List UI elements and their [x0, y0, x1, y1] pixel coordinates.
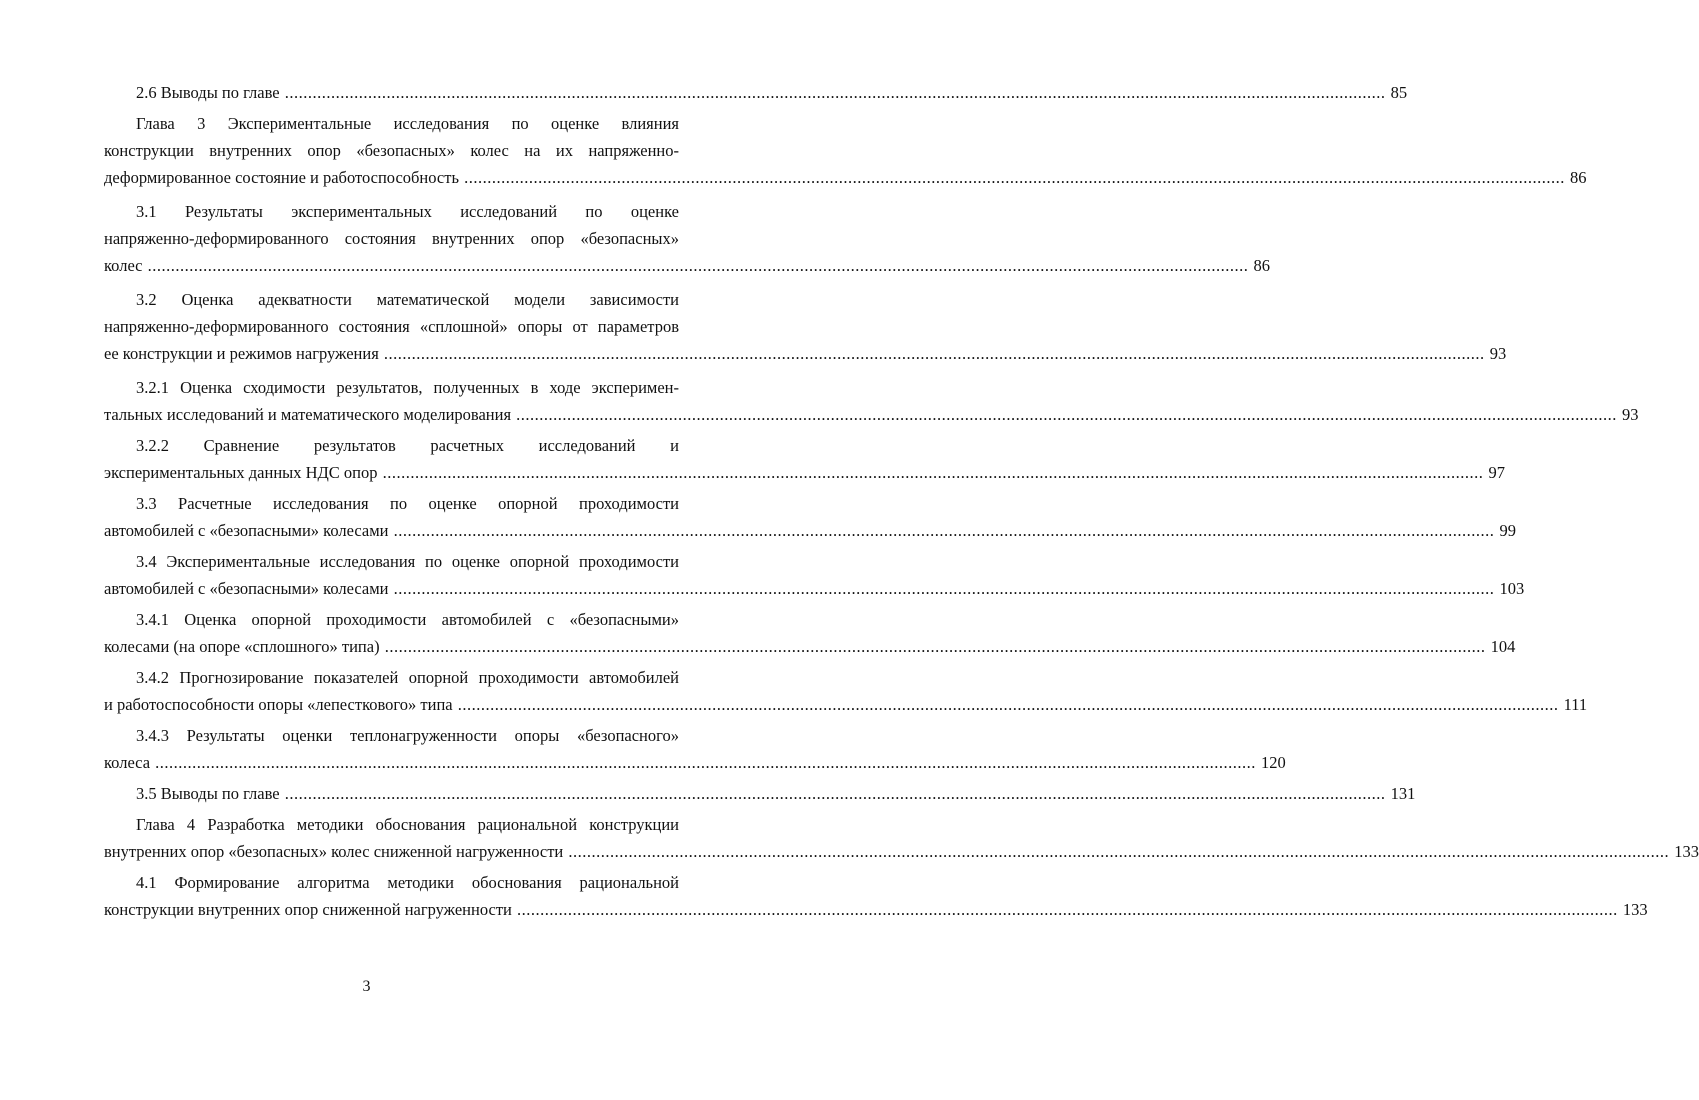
toc-page-number: 86 — [1569, 168, 1587, 188]
toc-line: конструкции внутренних опор «безопасных» колес на их напряженно- — [104, 141, 679, 161]
toc-line-leader — [104, 401, 1639, 428]
toc-line: 3.4.2 Прогнозирование показателей опорной проходимости автомобилей — [136, 668, 679, 687]
toc-line-leader — [104, 780, 1416, 807]
toc-page-number: 133 — [1674, 842, 1699, 862]
toc-entry[interactable] — [104, 606, 1516, 660]
toc-entry[interactable] — [104, 490, 1516, 544]
dot-leader — [394, 579, 1495, 598]
dot-leader — [516, 405, 1617, 424]
toc-entry-title: колес — [104, 256, 143, 276]
toc-line: 3.1 Результаты экспериментальных исследований по оценке — [136, 202, 679, 221]
dot-leader — [568, 842, 1669, 861]
toc-entry[interactable] — [104, 79, 1408, 106]
toc-entry-title: автомобилей с «безопасными» колесами — [104, 579, 389, 599]
toc-entry[interactable] — [104, 548, 1525, 602]
toc-entry-title: 2.6 Выводы по главе — [136, 83, 280, 102]
toc-entry-title: деформированное состояние и работоспособность — [104, 168, 459, 188]
toc-line-leader — [104, 517, 1516, 544]
toc-page-number: 103 — [1499, 579, 1525, 599]
dot-leader — [517, 900, 1618, 919]
dot-leader — [458, 695, 1559, 714]
dot-leader — [394, 521, 1495, 540]
toc-entry[interactable] — [104, 286, 1507, 368]
toc-entry-title: 3.5 Выводы по главе — [136, 784, 280, 803]
dot-leader — [285, 83, 1386, 102]
toc-line-leader — [104, 838, 1699, 865]
toc-line-leader — [104, 79, 1408, 106]
toc-entry[interactable] — [104, 811, 1699, 865]
toc-entry-title: конструкции внутренних опор сниженной нагруженности — [104, 900, 512, 920]
dot-leader — [385, 637, 1486, 656]
toc-line-leader — [104, 749, 1286, 776]
dot-leader — [383, 463, 1484, 482]
toc-entry[interactable] — [104, 374, 1639, 428]
dot-leader — [384, 344, 1485, 363]
toc-entry-title: внутренних опор «безопасных» колес сниженной нагруженности — [104, 842, 564, 862]
toc-entry-title: колеса — [104, 753, 151, 773]
toc-line: 3.2.2 Сравнение результатов расчетных исследований и — [136, 436, 679, 455]
toc-entry[interactable] — [104, 780, 1416, 807]
toc-page-number: 85 — [1390, 83, 1408, 102]
toc-entry-title: ее конструкции и режимов нагружения — [104, 344, 379, 364]
toc-entry-title: и работоспособности опоры «лепесткового» типа — [104, 695, 453, 715]
toc-page-number: 131 — [1390, 784, 1416, 803]
toc-line-leader — [104, 252, 1271, 279]
toc-page-number: 111 — [1563, 695, 1588, 715]
toc-page-number: 97 — [1488, 463, 1505, 483]
toc-line-leader — [104, 896, 1648, 923]
dot-leader — [155, 753, 1256, 772]
toc-entry-title: тальных исследований и математического моделирования — [104, 405, 512, 425]
toc-page-number: 86 — [1253, 256, 1271, 276]
toc-entry-title: автомобилей с «безопасными» колесами — [104, 521, 389, 541]
toc-line-leader — [104, 164, 1587, 191]
toc-line: 3.2.1 Оценка сходимости результатов, полученных в ходе эксперимен- — [136, 378, 679, 397]
page-number: 3 — [362, 978, 371, 995]
toc-entry[interactable] — [104, 432, 1505, 486]
toc-line: напряженно-деформированного состояния «сплошной» опоры от параметров — [104, 317, 679, 337]
toc-line-leader — [104, 459, 1505, 486]
toc-line: 3.2 Оценка адекватности математической модели зависимости — [136, 290, 679, 309]
toc-entry[interactable] — [104, 664, 1588, 718]
toc-line: 3.4.1 Оценка опорной проходимости автомобилей с «безопасными» — [136, 610, 679, 629]
toc-entry[interactable] — [104, 110, 1587, 192]
toc-line: Глава 4 Разработка методики обоснования рациональной конструкции — [136, 815, 679, 834]
dot-leader — [148, 256, 1249, 275]
toc-entry-title: колесами (на опоре «сплошного» типа) — [104, 637, 380, 657]
toc-line-leader — [104, 575, 1525, 602]
toc-line: 3.4.3 Результаты оценки теплонагруженности опоры «безопасного» — [136, 726, 679, 745]
toc-line: Глава 3 Экспериментальные исследования по оценке влияния — [136, 114, 679, 133]
dot-leader — [285, 784, 1386, 803]
toc-line-leader — [104, 691, 1588, 718]
toc-line: 4.1 Формирование алгоритма методики обоснования рациональной — [136, 873, 679, 892]
toc-line: 3.4 Экспериментальные исследования по оценке опорной проходимости — [136, 552, 679, 571]
dot-leader — [464, 168, 1565, 187]
toc-page-number: 133 — [1622, 900, 1648, 920]
toc-page-number: 120 — [1261, 753, 1286, 773]
toc-entry[interactable] — [104, 869, 1648, 923]
toc-page-number: 104 — [1490, 637, 1516, 657]
toc-line-leader — [104, 340, 1507, 367]
toc-line: 3.3 Расчетные исследования по оценке опорной проходимости — [136, 494, 679, 513]
toc-page-number: 99 — [1499, 521, 1516, 541]
toc-line-leader — [104, 633, 1516, 660]
toc-entry[interactable] — [104, 198, 1271, 280]
toc-entry[interactable] — [104, 722, 1286, 776]
toc-entry-title: экспериментальных данных НДС опор — [104, 463, 378, 483]
toc-line: напряженно-деформированного состояния внутренних опор «безопасных» — [104, 229, 679, 249]
toc-page-number: 93 — [1489, 344, 1507, 364]
toc-page-number: 93 — [1622, 405, 1639, 425]
